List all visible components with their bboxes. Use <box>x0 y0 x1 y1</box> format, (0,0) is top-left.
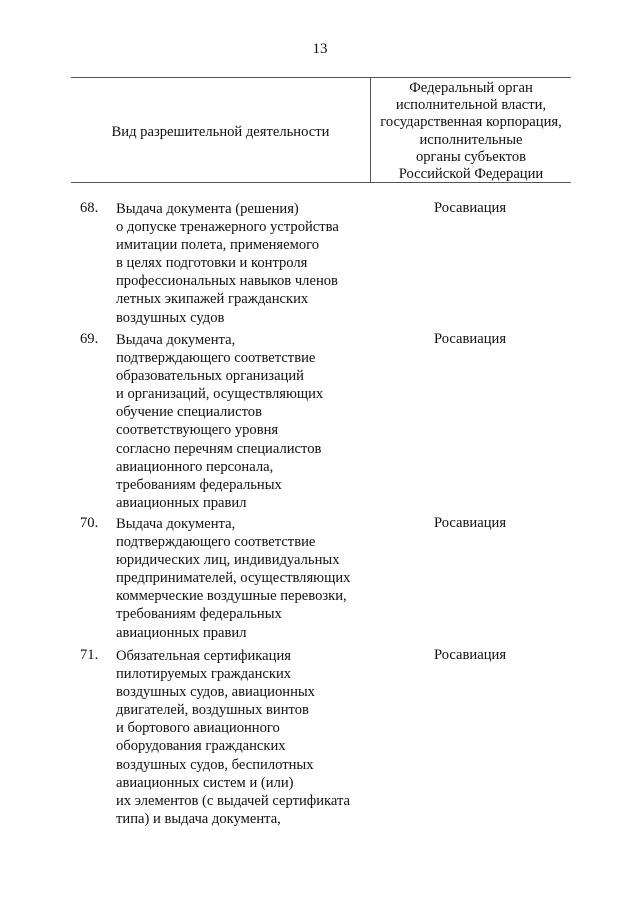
row-text-line: двигателей, воздушных винтов <box>116 702 309 719</box>
row-text-line: профессиональных навыков членов <box>116 273 338 290</box>
row-text-line: подтверждающего соответствие <box>116 534 316 551</box>
row-text-line: подтверждающего соответствие <box>116 350 316 367</box>
row-authority: Росавиация <box>433 200 507 216</box>
row-text-line: Выдача документа (решения) <box>116 201 299 217</box>
row-text-line: коммерческие воздушные перевозки, <box>116 588 347 605</box>
row-text-line: воздушных судов <box>116 309 225 326</box>
header-authority-line: исполнительной власти, <box>395 97 547 114</box>
row-text-line: воздушных судов, беспилотных <box>116 756 314 773</box>
row-text-line: имитации полета, применяемого <box>116 237 320 254</box>
row-text-line: и организаций, осуществляющих <box>116 386 324 403</box>
row-activity-text <box>116 200 376 327</box>
row-text-line: авиационного персонала, <box>116 458 274 475</box>
header-authority-line: органы субъектов <box>415 148 527 165</box>
row-number: 69. <box>80 331 99 347</box>
header-authority-line: исполнительные <box>419 131 523 148</box>
row-text-line: предпринимателей, осуществляющих <box>116 570 351 587</box>
row-text-line: авиационных правил <box>116 624 247 641</box>
row-number: 70. <box>80 515 99 531</box>
row-text-line: и бортового авиационного <box>116 720 280 737</box>
row-text-line: воздушных судов, авиационных <box>116 684 315 701</box>
row-text-line: соответствующего уровня <box>116 422 279 439</box>
table-header <box>71 77 571 183</box>
row-activity-text <box>116 647 376 828</box>
row-number: 71. <box>80 647 99 663</box>
header-activity-type: Вид разрешительной деятельности <box>111 123 330 140</box>
page-number: 13 <box>312 41 328 57</box>
row-text-line: пилотируемых гражданских <box>116 666 292 683</box>
row-text-line: летных экипажей гражданских <box>116 291 309 308</box>
row-activity-text <box>116 331 376 512</box>
row-text-line: образовательных организаций <box>116 368 304 385</box>
row-text-line: Выдача документа, <box>116 332 236 348</box>
row-text-line: о допуске тренажерного устройства <box>116 219 339 236</box>
row-text-line: авиационных систем и (или) <box>116 774 294 791</box>
header-authority-cell <box>371 80 571 183</box>
row-activity-text <box>116 515 376 642</box>
row-text-line: Обязательная сертификация <box>116 648 291 664</box>
row-number: 68. <box>80 200 99 216</box>
header-activity-type-cell <box>71 78 370 182</box>
row-text-line: согласно перечням специалистов <box>116 440 322 457</box>
header-authority-line: Российской Федерации <box>398 166 544 183</box>
row-text-line: авиационных правил <box>116 494 247 511</box>
header-authority-line: государственная корпорация, <box>380 114 562 131</box>
row-text-line: обучение специалистов <box>116 404 262 421</box>
row-authority: Росавиация <box>433 647 507 663</box>
row-authority: Росавиация <box>433 331 507 347</box>
row-text-line: Выдача документа, <box>116 516 236 532</box>
row-text-line: их элементов (с выдачей сертификата <box>116 792 351 809</box>
row-text-line: типа) и выдача документа, <box>116 810 281 827</box>
row-text-line: требованиям федеральных <box>116 606 282 623</box>
row-authority: Росавиация <box>433 515 507 531</box>
row-text-line: в целях подготовки и контроля <box>116 255 308 272</box>
row-text-line: требованиям федеральных <box>116 476 282 493</box>
row-text-line: юридических лиц, индивидуальных <box>116 552 340 569</box>
header-authority-line: Федеральный орган <box>409 80 533 96</box>
row-text-line: оборудования гражданских <box>116 738 286 755</box>
